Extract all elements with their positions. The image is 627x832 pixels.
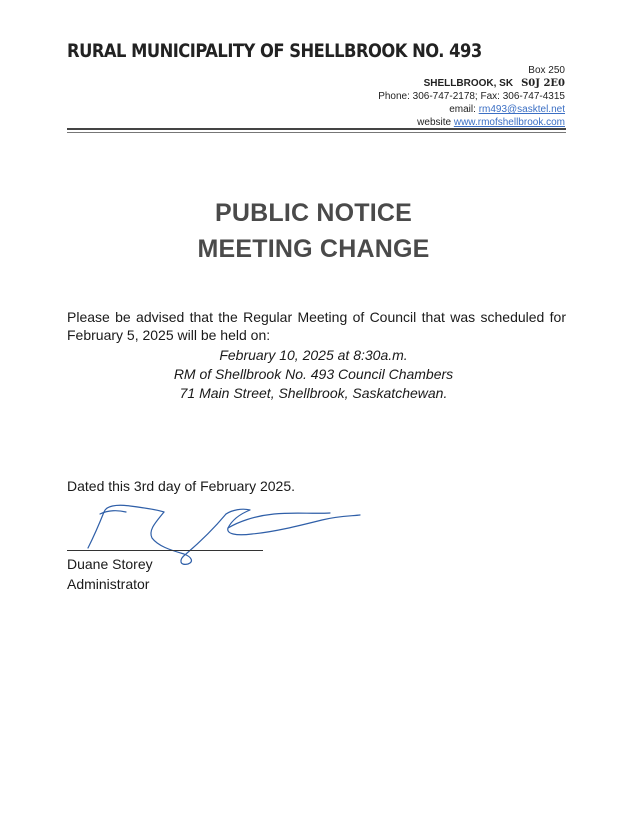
notice-heading: PUBLIC NOTICE — [214, 199, 413, 227]
email-label: email: — [449, 104, 476, 115]
box-number: Box 250 — [528, 65, 565, 76]
letterhead-divider — [67, 128, 566, 130]
signer-title: Administrator — [67, 576, 150, 592]
meeting-address: 71 Main Street, Shellbrook, Saskatchewan. — [179, 385, 448, 401]
signature-line — [67, 550, 263, 551]
signer-name: Duane Storey — [67, 556, 153, 572]
city-line — [305, 77, 565, 90]
email-link[interactable]: rm493@sasktel.net — [478, 104, 565, 115]
letterhead-divider-thin — [67, 132, 566, 133]
meeting-date-time: February 10, 2025 at 8:30a.m. — [219, 347, 408, 363]
municipality-name: RURAL MUNICIPALITY OF SHELLBROOK NO. 493 — [67, 40, 482, 62]
email-line — [305, 103, 565, 116]
phone-fax: Phone: 306-747-2178; Fax: 306-747-4315 — [378, 91, 565, 102]
contact-block — [305, 64, 565, 129]
postal-code: S0J 2E0 — [521, 78, 565, 89]
notice-subheading: MEETING CHANGE — [197, 235, 430, 263]
notice-body: Please be advised that the Regular Meeting of Council that was scheduled for February 5, 2025 will be held on: — [67, 309, 566, 343]
city: SHELLBROOK, SK — [423, 78, 514, 89]
website-label: website — [417, 117, 452, 128]
dated-line: Dated this 3rd day of February 2025. — [67, 478, 296, 494]
meeting-location: RM of Shellbrook No. 493 Council Chambers — [173, 366, 454, 382]
website-link[interactable]: www.rmofshellbrook.com — [453, 117, 565, 128]
